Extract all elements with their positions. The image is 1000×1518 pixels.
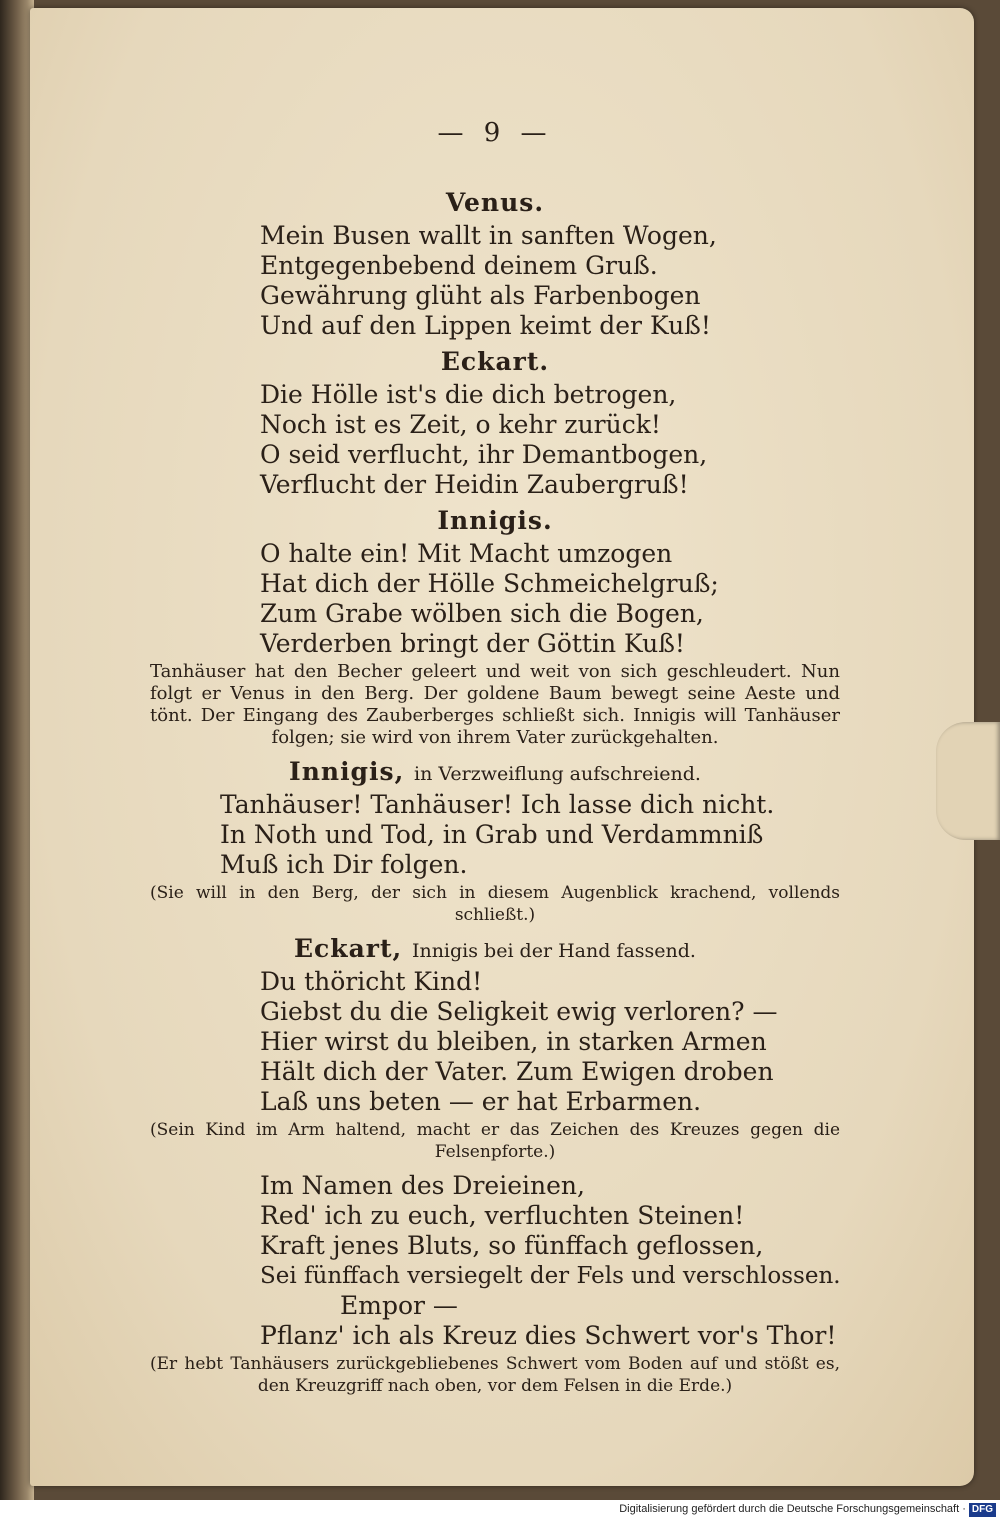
verse-line: Die Hölle ist's die dich betrogen, <box>260 380 677 409</box>
verse-line: Verflucht der Heidin Zaubergruß! <box>260 470 689 499</box>
verse-line: Noch ist es Zeit, o kehr zurück! <box>260 410 661 439</box>
speaker-eckart: Eckart. <box>440 347 550 376</box>
speaker-venus: Venus. <box>445 188 545 217</box>
verse-line: Mein Busen wallt in sanften Wogen, <box>260 221 717 250</box>
verse-line: Red' ich zu euch, verfluchten Steinen! <box>260 1201 745 1230</box>
speaker-aside: Innigis bei der Hand fassend. <box>411 940 696 962</box>
page-tab <box>936 722 1000 840</box>
verse-line: Verderben bringt der Göttin Kuß! <box>260 629 685 658</box>
verse-line: Und auf den Lippen keimt der Kuß! <box>260 311 711 340</box>
verse-line: Giebst du die Seligkeit ewig verloren? — <box>260 997 778 1026</box>
speaker-eckart-aside <box>150 934 840 963</box>
verse-line: Sei fünffach versiegelt der Fels und verschlossen. <box>260 1263 841 1289</box>
footer-credit: Digitalisierung gefördert durch die Deutsche Forschungsgemeinschaft · <box>619 1503 966 1515</box>
verse-line: Entgegenbebend deinem Gruß. <box>260 251 658 280</box>
stage-direction: (Sie will in den Berg, der sich in diesem Augenblick krachend, vollends schließt.) <box>150 883 840 925</box>
dfg-logo: DFG <box>969 1503 996 1517</box>
stage-direction: (Er hebt Tanhäusers zurückgebliebenes Schwert vom Boden auf und stößt es, den Kreuzgriff nach oben, vor dem Felsen in die Erde.) <box>150 1354 840 1396</box>
speaker-name: Innigis, <box>289 757 405 786</box>
book-spine <box>0 0 34 1500</box>
speaker-innigis: Innigis. <box>437 506 553 535</box>
stage-direction: Tanhäuser hat den Becher geleert und weit von sich geschleudert. Nun folgt er Venus in den Berg. Der goldene Baum bewegt seine Aeste und tönt. Der Eingang des Zauberberges schließt sich. Innigis will Tanhäuser folgen; sie wird von ihrem Vater zurückgehalten. <box>150 661 840 748</box>
verse-line: In Noth und Tod, in Grab und Verdammniß <box>220 820 764 849</box>
page-number: — 9 — <box>437 118 553 148</box>
verse-line: O halte ein! Mit Macht umzogen <box>260 539 673 568</box>
verse-line: O seid verflucht, ihr Demantbogen, <box>260 440 708 469</box>
speaker-innigis-aside <box>150 757 840 786</box>
verse-line: Laß uns beten — er hat Erbarmen. <box>260 1087 702 1116</box>
speaker-aside: in Verzweiflung aufschreiend. <box>414 763 701 785</box>
speaker-name: Eckart, <box>294 934 403 963</box>
verse-line: Gewährung glüht als Farbenbogen <box>260 281 701 310</box>
verse-line: Tanhäuser! Tanhäuser! Ich lasse dich nicht. <box>220 790 775 819</box>
page-content <box>150 118 840 1405</box>
verse-line: Hält dich der Vater. Zum Ewigen droben <box>260 1057 774 1086</box>
verse-line: Pflanz' ich als Kreuz dies Schwert vor's Thor! <box>260 1321 837 1350</box>
verse-line: Im Namen des Dreieinen, <box>260 1171 585 1200</box>
verse-line: Empor — <box>340 1291 458 1320</box>
digitization-footer <box>0 1500 1000 1518</box>
verse-line: Hier wirst du bleiben, in starken Armen <box>260 1027 767 1056</box>
verse-line: Muß ich Dir folgen. <box>220 850 468 879</box>
verse-line: Du thöricht Kind! <box>260 967 483 996</box>
verse-line: Kraft jenes Bluts, so fünffach geflossen, <box>260 1231 764 1260</box>
verse-line: Zum Grabe wölben sich die Bogen, <box>260 599 704 628</box>
stage-direction: (Sein Kind im Arm haltend, macht er das Zeichen des Kreuzes gegen die Felsenpforte.) <box>150 1120 840 1162</box>
verse-line: Hat dich der Hölle Schmeichelgruß; <box>260 569 719 598</box>
